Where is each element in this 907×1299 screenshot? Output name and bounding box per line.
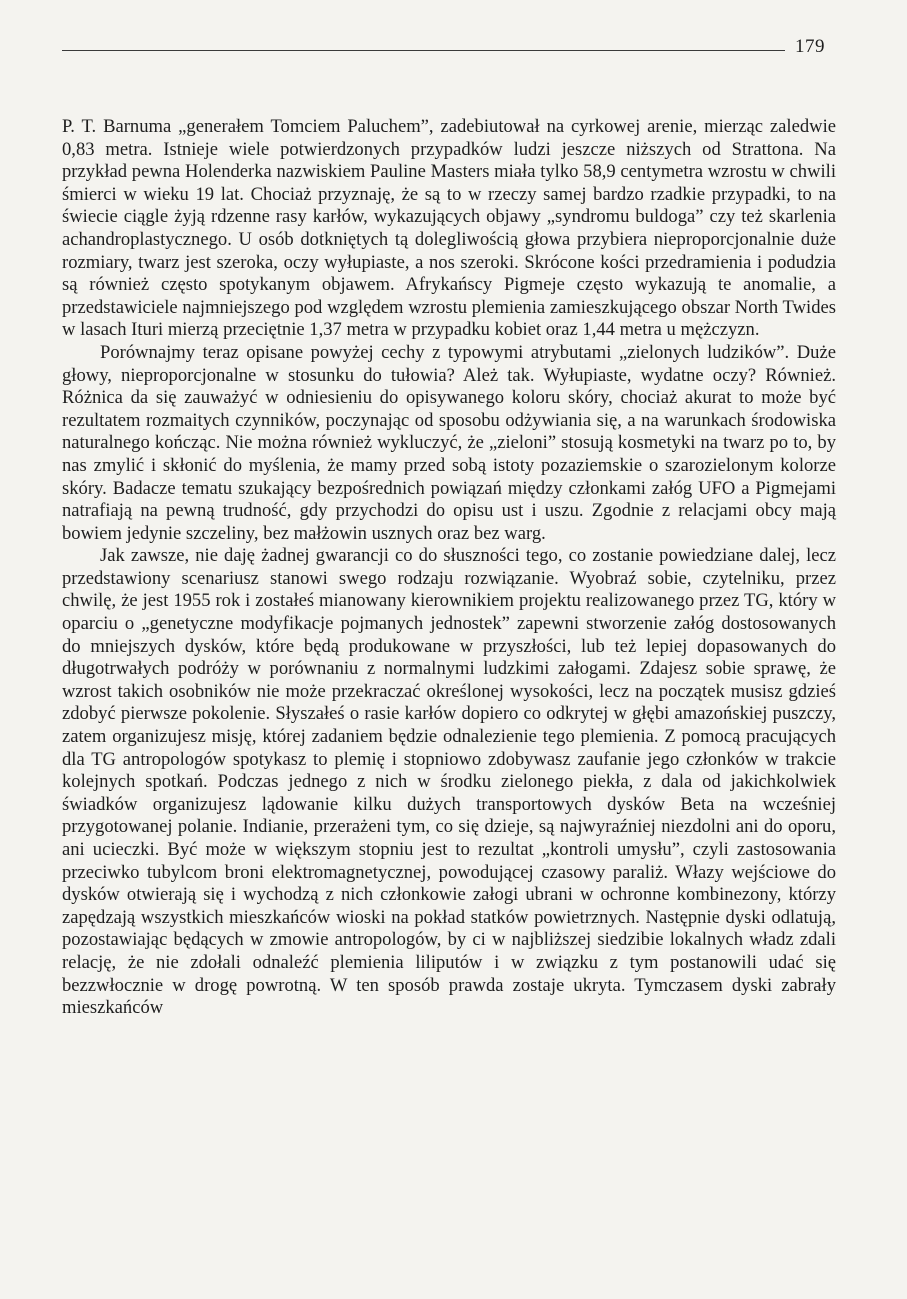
running-header-bleed bbox=[62, 30, 442, 44]
paragraph-2: Porównajmy teraz opisane powyżej cechy z typowymi atrybutami „zielonych ludzików”. Duże głowy, nieproporcjonalne w stosunku do tułowia? Ależ tak. Wyłupiaste, wydatne oczy? Również. Różnica da się zauważyć w odniesieniu do opisywanego koloru skóry, chociaż akurat to może być rezultatem rozmaitych czynników, poczynając od sposobu odżywiania się, a na warunkach środowiska naturalnego kończąc. Nie można również wykluczyć, że „zieloni” stosują kosmetyki na twarz po to, by nas zmylić i skłonić do myślenia, że mamy przed sobą istoty pozaziemskie o szarozielonym kolorze skóry. Badacze tematu szukający bezpośrednich powiązań między członkami załóg UFO a Pigmejami natrafiają na pewną trudność, gdy przychodzi do opisu ust i uszu. Zgodnie z relacjami obcy mają bowiem jedynie szczeliny, bez małżowin usznych oraz bez warg. bbox=[62, 341, 836, 544]
header-rule bbox=[62, 50, 785, 51]
paragraph-3: Jak zawsze, nie daję żadnej gwarancji co do słuszności tego, co zostanie powiedziane dalej, lecz przedstawiony scenariusz stanowi swego rodzaju rozwiązanie. Wyobraź sobie, czytelniku, przez chwilę, że jest 1955 rok i zostałeś mianowany kierownikiem projektu realizowanego przez TG, który w oparciu o „genetyczne modyfikacje pojmanych jednostek” zapewni stworzenie załóg dostosowanych do mniejszych dysków, które będą produkowane w przyszłości, lub też lepiej dopasowanych do długotrwałych podróży w porównaniu z normalnymi ludzkimi załogami. Zdajesz sobie sprawę, że wzrost takich osobników nie może przekraczać określonej wysokości, lecz na początek musisz gdzieś zdobyć pierwsze pokolenie. Słyszałeś o rasie karłów dopiero co odkrytej w głębi amazońskiej puszczy, zatem organizujesz misję, której zadaniem będzie odnalezienie tego plemienia. Z pomocą pracujących dla TG antropologów spotykasz to plemię i stopniowo zdobywasz zaufanie jego członków w trakcie kolejnych spotkań. Podczas jednego z nich w środku zielonego piekła, z dala od jakichkolwiek świadków organizujesz lądowanie kilku dużych transportowych dysków Beta na wcześniej przygotowanej polanie. Indianie, przerażeni tym, co się dzieje, są najwyraźniej niezdolni ani do oporu, ani ucieczki. Być może w większym stopniu jest to rezultat „kontroli umysłu”, czyli zastosowania przeciwko tubylcom broni elektromagnetycznej, powodującej czasowy paraliż. Włazy wejściowe do dysków otwierają się i wychodzą z nich członkowie załogi ubrani w ochronne kombinezony, którzy zapędzają wszystkich mieszkańców wioski na pokład statków powietrznych. Następnie dyski odlatują, pozostawiając będących w zmowie antropologów, by ci w najbliższej siedzibie lokalnych władz zdali relację, że nie zdołali odnaleźć plemienia liliputów i w związku z tym postanowili udać się bezzwłocznie w drogę powrotną. W ten sposób prawda zostaje ukryta. Tymczasem dyski zabrały mieszkańców bbox=[62, 545, 836, 1019]
paragraph-1: P. T. Barnuma „generałem Tomciem Paluchem”, zadebiutował na cyrkowej arenie, mierząc zaledwie 0,83 metra. Istnieje wiele potwierdzonych przypadków ludzi jeszcze niższych od Strattona. Na przykład pewna Holenderka nazwiskiem Pauline Masters miała tylko 58,9 centymetra wzrostu w chwili śmierci w wieku 19 lat. Chociaż przyznaję, że są to w rzeczy samej bardzo rzadkie przypadki, to na świecie ciągle żyją rdzenne rasy karłów, wykazujących objawy „syndromu buldoga” czy też skarlenia achandroplastycznego. U osób dotkniętych tą dolegliwością głowa przybiera nieproporcjonalnie duże rozmiary, twarz jest szeroka, oczy wyłupiaste, a nos szeroki. Skrócone kości przedramienia i podudzia są również często spotykanym objawem. Afrykańscy Pigmeje często wykazują te anomalie, a przedstawiciele najmniejszego pod względem wzrostu plemienia zamieszkującego obszar North Twides w lasach Ituri mierzą przeciętnie 1,37 metra w przypadku kobiet oraz 1,44 metra u mężczyzn. bbox=[62, 116, 836, 341]
page-number: 179 bbox=[795, 36, 825, 57]
body-text bbox=[62, 116, 836, 1020]
